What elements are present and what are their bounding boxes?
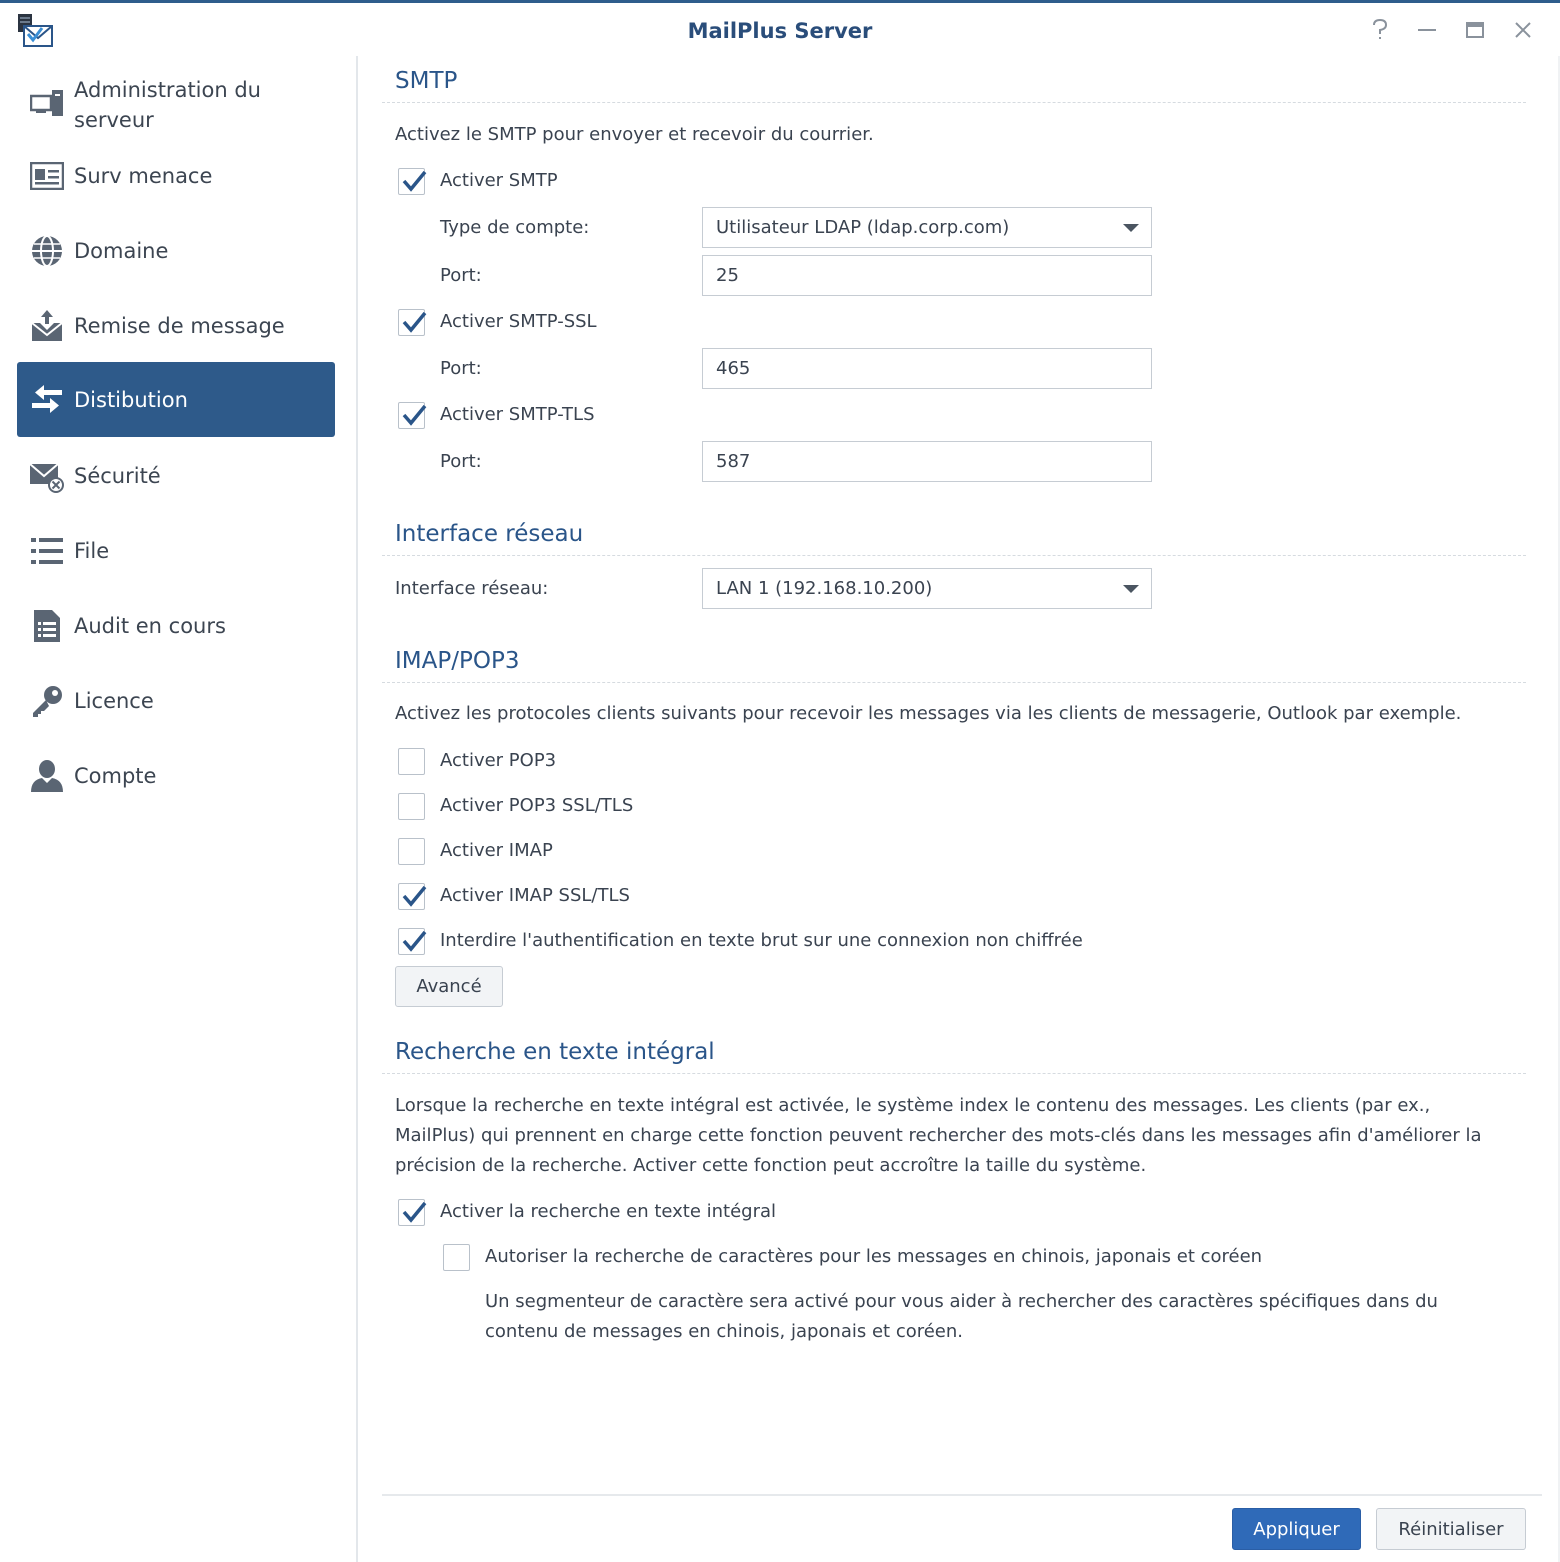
tls-port-field[interactable]: 587: [702, 441, 1152, 482]
reset-button[interactable]: Réinitialiser: [1376, 1508, 1526, 1550]
ssl-port-field[interactable]: 465: [702, 348, 1152, 389]
enable-pop3-label: Activer POP3: [440, 750, 557, 771]
fulltext-description-line: MailPlus) qui prennent en charge cette fonction peuvent rechercher des mots-clés dans les messages afin d'améliorer la: [395, 1125, 1482, 1146]
footer-divider: [382, 1494, 1542, 1496]
sidebar-item-label: File: [74, 538, 110, 563]
cjk-search-label: Autoriser la recherche de caractères pour les messages en chinois, japonais et coréen: [485, 1246, 1263, 1267]
imap-section-title: IMAP/POP3: [395, 648, 520, 674]
sidebar-item-security[interactable]: [17, 438, 335, 513]
cjk-search-checkbox[interactable]: [443, 1244, 470, 1271]
section-divider: [382, 102, 1526, 103]
enable-smtp-ssl-checkbox[interactable]: [398, 309, 425, 336]
ssl-port-label: Port:: [440, 358, 482, 379]
cjk-note-line: Un segmenteur de caractère sera activé pour vous aider à rechercher des caractères spécifiques dans du: [485, 1291, 1438, 1312]
sidebar-item-label: Sécurité: [74, 463, 161, 488]
enable-pop3-ssl-checkbox[interactable]: [398, 793, 425, 820]
sidebar-item-license[interactable]: [17, 663, 335, 738]
enable-imap-ssl-checkbox[interactable]: [398, 883, 425, 910]
network-section-title: Interface réseau: [395, 521, 584, 547]
enable-pop3-checkbox[interactable]: [398, 748, 425, 775]
imap-description: Activez les protocoles clients suivants pour recevoir les messages via les clients de messagerie, Outlook par exemple.: [395, 703, 1462, 724]
enable-imap-checkbox[interactable]: [398, 838, 425, 865]
sidebar-item-audit[interactable]: [17, 588, 335, 663]
key-icon: [29, 683, 65, 719]
disallow-plaintext-auth-checkbox[interactable]: [398, 928, 425, 955]
enable-imap-ssl-label: Activer IMAP SSL/TLS: [440, 885, 630, 906]
enable-pop3-ssl-label: Activer POP3 SSL/TLS: [440, 795, 634, 816]
enable-fulltext-checkbox[interactable]: [398, 1199, 425, 1226]
settings-panel: [360, 56, 1560, 1562]
fulltext-description-line: Lorsque la recherche en texte intégral est activée, le système index le contenu des messages. Les clients (par ex.,: [395, 1095, 1431, 1116]
section-divider: [382, 555, 1526, 556]
document-list-icon: [29, 608, 65, 644]
sidebar-item-queue[interactable]: [17, 513, 335, 588]
section-divider: [382, 682, 1526, 683]
help-icon[interactable]: [1366, 16, 1394, 44]
close-icon[interactable]: [1509, 16, 1537, 44]
enable-fulltext-label: Activer la recherche en texte intégral: [440, 1201, 777, 1222]
enable-smtp-tls-checkbox[interactable]: [398, 402, 425, 429]
fulltext-section-title: Recherche en texte intégral: [395, 1039, 715, 1065]
section-divider: [382, 1073, 1526, 1074]
sidebar-item-threat-monitor[interactable]: [17, 138, 335, 213]
enable-smtp-label: Activer SMTP: [440, 170, 558, 191]
list-icon: [29, 533, 65, 569]
smtp-port-label: Port:: [440, 265, 482, 286]
user-icon: [29, 758, 65, 794]
sidebar-item-label: Administration du: [74, 78, 261, 102]
network-interface-label: Interface réseau:: [395, 578, 549, 599]
enable-imap-label: Activer IMAP: [440, 840, 553, 861]
title-bar: [0, 6, 1560, 56]
id-card-icon: [29, 158, 65, 194]
globe-icon: [29, 233, 65, 269]
sidebar-item-label: Licence: [74, 688, 154, 713]
sidebar-item-label: Domaine: [74, 238, 169, 263]
network-interface-select[interactable]: [702, 568, 1152, 609]
chevron-down-icon: [1123, 585, 1139, 593]
advanced-button[interactable]: Avancé: [395, 966, 503, 1007]
sidebar-item-label: Surv menace: [74, 163, 213, 188]
mail-blocked-icon: [29, 458, 65, 494]
server-admin-icon: [29, 85, 65, 121]
fulltext-description-line: précision de la recherche. Activer cette fonction peut accroître la taille du système.: [395, 1155, 1147, 1176]
maximize-icon[interactable]: [1461, 16, 1489, 44]
sidebar-item-label: Audit en cours: [74, 613, 226, 638]
apply-button[interactable]: Appliquer: [1232, 1508, 1361, 1550]
sidebar-item-label: serveur: [74, 108, 154, 132]
enable-smtp-checkbox[interactable]: [398, 168, 425, 195]
sidebar-item-server-admin[interactable]: [17, 62, 335, 144]
sidebar-item-label: Distibution: [74, 387, 188, 412]
sidebar-item-domain[interactable]: [17, 213, 335, 288]
sidebar-item-message-delivery[interactable]: [17, 288, 335, 363]
cjk-note-line: contenu de messages en chinois, japonais et coréen.: [485, 1321, 964, 1342]
minimize-icon[interactable]: [1413, 16, 1441, 44]
sidebar-item-distribution[interactable]: [17, 362, 335, 437]
window-title: MailPlus Server: [687, 19, 873, 43]
disallow-plaintext-auth-label: Interdire l'authentification en texte brut sur une connexion non chiffrée: [440, 930, 1083, 951]
smtp-section-title: SMTP: [395, 68, 458, 94]
mail-tray-icon: [29, 308, 65, 344]
smtp-port-field[interactable]: 25: [702, 255, 1152, 296]
transfer-arrows-icon: [29, 382, 65, 418]
sidebar-item-account[interactable]: [17, 738, 335, 813]
account-type-label: Type de compte:: [440, 217, 590, 238]
sidebar-item-label: Remise de message: [74, 313, 285, 338]
network-interface-value: LAN 1 (192.168.10.200): [716, 578, 933, 599]
sidebar: [0, 56, 358, 1562]
enable-smtp-ssl-label: Activer SMTP-SSL: [440, 311, 597, 332]
tls-port-label: Port:: [440, 451, 482, 472]
enable-smtp-tls-label: Activer SMTP-TLS: [440, 404, 595, 425]
account-type-value: Utilisateur LDAP (ldap.corp.com): [716, 217, 1010, 238]
account-type-select[interactable]: [702, 207, 1152, 248]
chevron-down-icon: [1123, 224, 1139, 232]
smtp-description: Activez le SMTP pour envoyer et recevoir du courrier.: [395, 124, 874, 145]
sidebar-item-label: Compte: [74, 763, 157, 788]
